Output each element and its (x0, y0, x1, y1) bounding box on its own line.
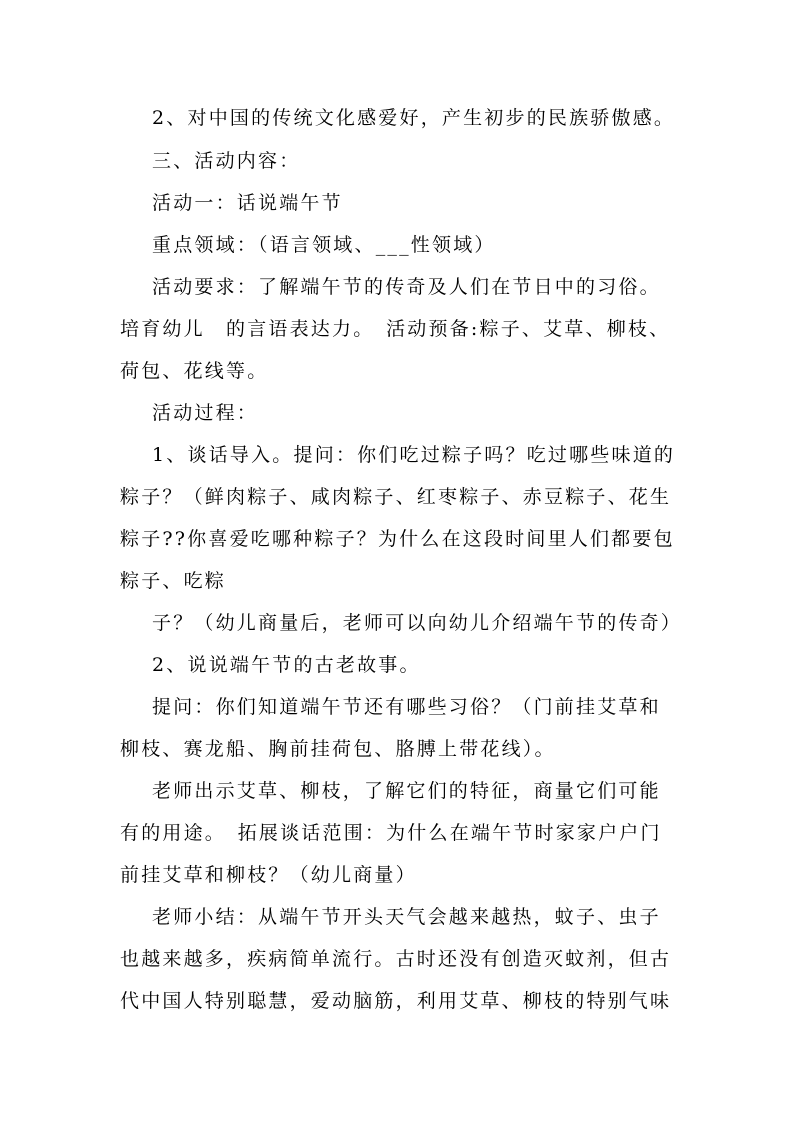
activity-requirement-line: 活动要求：了解端午节的传奇及人们在节日中的习俗。 (152, 276, 661, 298)
teacher-summary-line-3: 代中国人特别聪慧，爱动脑筋，利用艾草、柳枝的特别气味 (120, 990, 672, 1012)
activity-process-heading: 活动过程： (152, 402, 259, 424)
teacher-summary-line-2: 也越来越多，疾病简单流行。古时还没有创造灭蚊剂，但古 (120, 948, 672, 970)
process-step-1-line-2: 粽子？（鲜肉粽子、咸肉粽子、红枣粽子、赤豆粽子、花生 (120, 486, 672, 508)
teacher-summary-line-1: 老师小结：从端午节开头天气会越来越热，蚊子、虫子 (152, 906, 661, 928)
process-step-1-line-4: 粽子、吃粽 (120, 570, 227, 592)
question-customs-line-1: 提问：你们知道端午节还有哪些习俗？（门前挂艾草和 (152, 696, 661, 718)
paragraph-goal-2: 2、对中国的传统文化感爱好，产生初步的民族骄傲感。 (152, 107, 676, 129)
activity-requirement-continued: 培育幼儿 的言语表达力。 活动预备:粽子、艾草、柳枝、 (120, 318, 671, 340)
process-step-1-line-5: 子？（幼儿商量后，老师可以向幼儿介绍端午节的传奇） (152, 612, 683, 634)
teacher-shows-line-1: 老师出示艾草、柳枝，了解它们的特征，商量它们可能 (152, 780, 661, 802)
process-step-1-line-3: 粽子??你喜爱吃哪种粽子？为什么在这段时间里人们都要包 (120, 528, 675, 550)
activity-materials-continued: 荷包、花线等。 (120, 360, 269, 382)
process-step-1-line-1: 1、谈话导入。提问：你们吃过粽子吗？吃过哪些味道的 (152, 444, 676, 466)
teacher-shows-line-2: 有的用途。 拓展谈话范围：为什么在端午节时家家户户门 (120, 822, 662, 844)
section-heading-activity-content: 三、活动内容： (152, 150, 301, 172)
process-step-2-heading: 2、说说端午节的古老故事。 (152, 654, 421, 676)
activity-one-title: 活动一：话说端午节 (152, 192, 343, 214)
key-domain-line: 重点领域：（语言领域、___性领域） (152, 234, 496, 256)
question-customs-line-2: 柳枝、赛龙船、胸前挂荷包、胳膊上带花线）。 (120, 738, 556, 760)
teacher-shows-line-3: 前挂艾草和柳枝？（幼儿商量） (120, 864, 417, 886)
